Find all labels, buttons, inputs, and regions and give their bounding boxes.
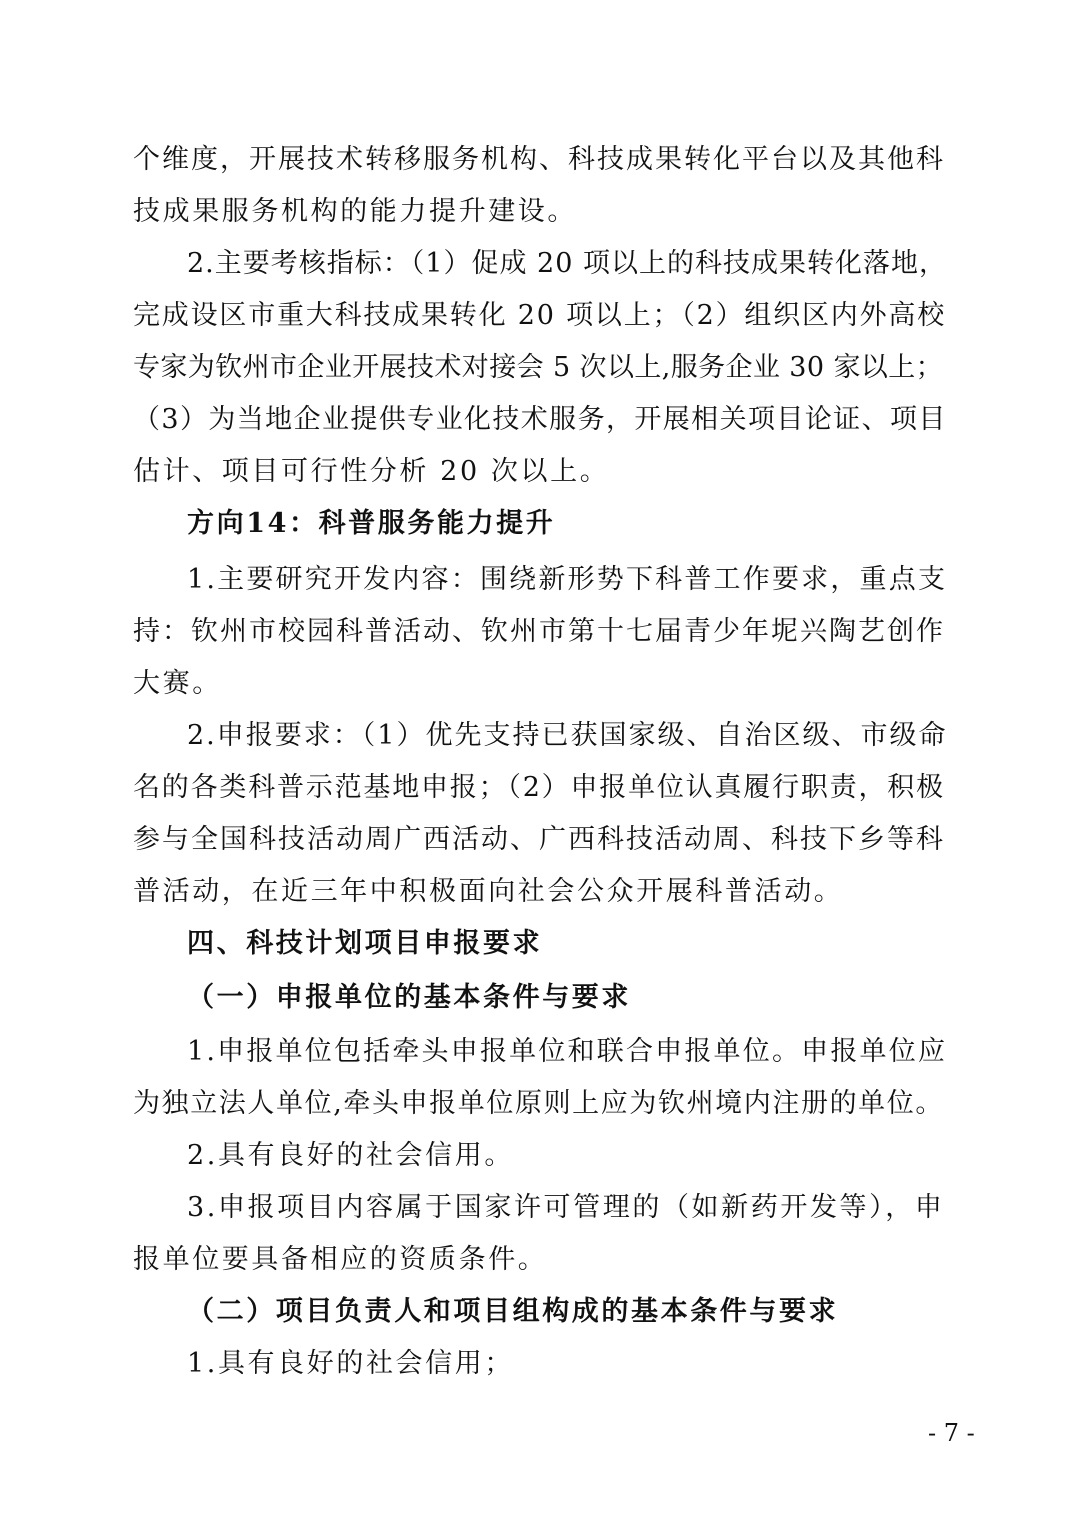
text-line: 估计、项目可行性分析 20 次以上。 xyxy=(133,456,610,487)
text-line: 为独立法人单位,牵头申报单位原则上应为钦州境内注册的单位。 xyxy=(133,1088,944,1119)
section-heading: （一）申报单位的基本条件与要求 xyxy=(187,982,631,1013)
text-line: 报单位要具备相应的资质条件。 xyxy=(133,1244,548,1275)
section-heading: 方向14：科普服务能力提升 xyxy=(187,508,556,539)
text-line: （3）为当地企业提供专业化技术服务，开展相关项目论证、项目 xyxy=(133,404,947,435)
text-line: 1.主要研究开发内容：围绕新形势下科普工作要求，重点支 xyxy=(187,564,948,595)
text-line: 2.主要考核指标：（1）促成 20 项以上的科技成果转化落地， xyxy=(187,248,947,279)
text-line: 完成设区市重大科技成果转化 20 项以上；（2）组织区内外高校 xyxy=(133,300,946,331)
text-line: 2.申报要求：（1）优先支持已获国家级、自治区级、市级命 xyxy=(187,720,948,751)
text-line: 1.申报单位包括牵头申报单位和联合申报单位。申报单位应 xyxy=(187,1036,948,1067)
section-heading: 四、科技计划项目申报要求 xyxy=(187,928,543,959)
text-line: 2.具有良好的社会信用。 xyxy=(187,1140,514,1171)
page-number: - 7 - xyxy=(928,1419,975,1447)
text-line: 3.申报项目内容属于国家许可管理的（如新药开发等），申 xyxy=(187,1192,945,1223)
text-line: 参与全国科技活动周广西活动、广西科技活动周、科技下乡等科 xyxy=(133,824,945,855)
text-line: 普活动，在近三年中积极面向社会公众开展科普活动。 xyxy=(133,876,844,907)
text-line: 名的各类科普示范基地申报；（2）申报单位认真履行职责，积极 xyxy=(133,772,945,803)
section-heading: （二）项目负责人和项目组构成的基本条件与要求 xyxy=(187,1296,839,1327)
text-line: 持：钦州市校园科普活动、钦州市第十七届青少年坭兴陶艺创作 xyxy=(133,616,945,647)
text-line: 大赛。 xyxy=(133,668,222,699)
text-line: 1.具有良好的社会信用； xyxy=(187,1348,514,1379)
text-line: 个维度，开展技术转移服务机构、科技成果转化平台以及其他科 xyxy=(133,144,945,175)
text-line: 技成果服务机构的能力提升建设。 xyxy=(133,196,577,227)
text-line: 专家为钦州市企业开展技术对接会 5 次以上,服务企业 30 家以上； xyxy=(133,352,944,383)
